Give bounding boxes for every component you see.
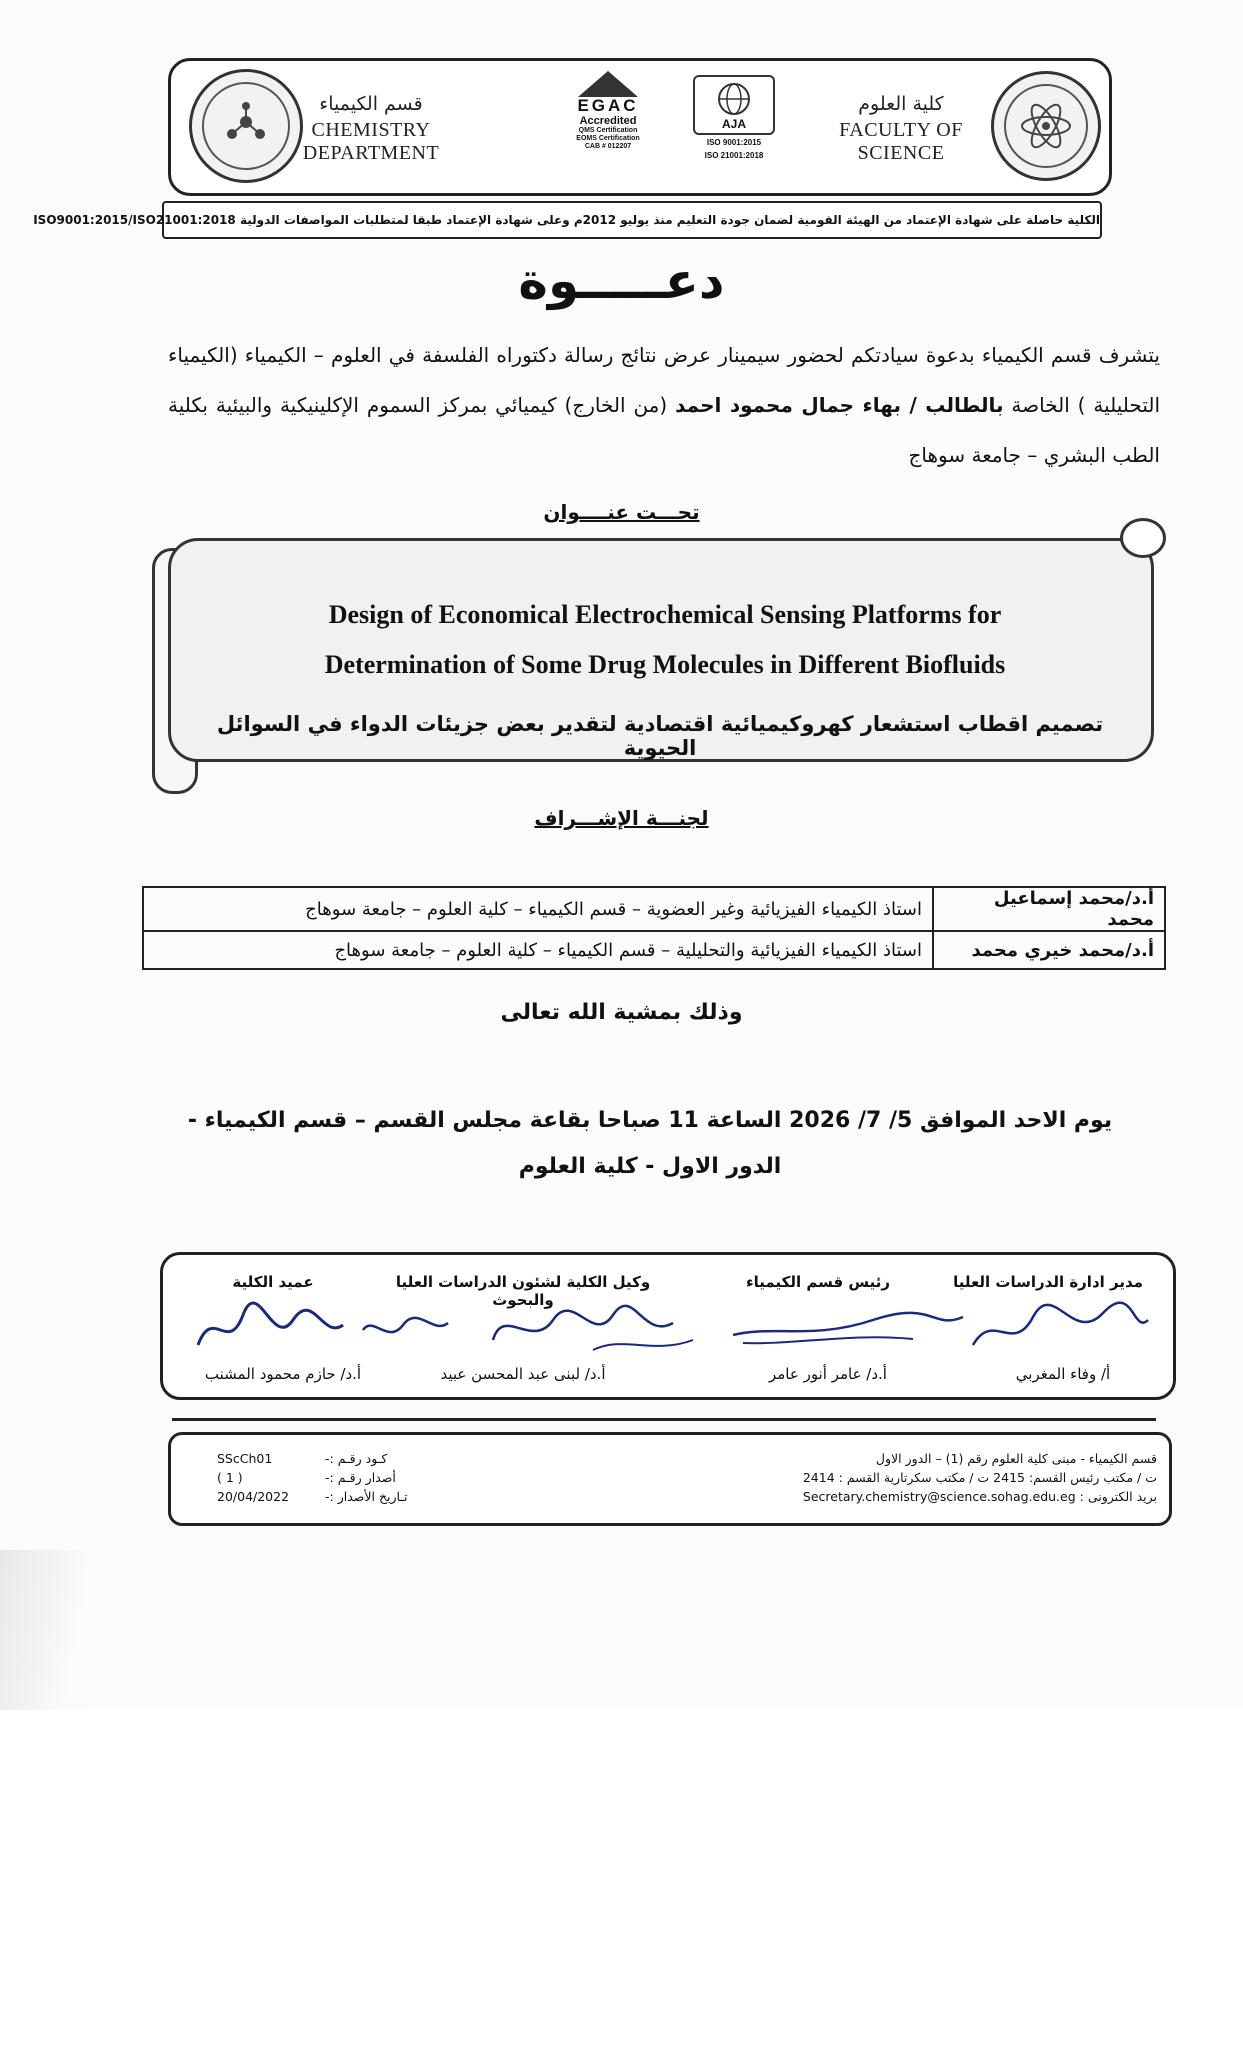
code-label: كـود رقـم :- (325, 1451, 388, 1466)
footer-address: قسم الكيمياء - مبنى كلية العلوم رقم (1) – الدور الاول (875, 1451, 1157, 1466)
student-name: بالطالب / بهاء جمال محمود احمد (675, 393, 1004, 417)
aja-name: AJA (721, 117, 746, 131)
accreditation-statement: الكلية حاصلة على شهادة الإعتماد من الهيئة القومية لضمان جودة التعليم منذ يوليو 2012م وعلى شهادة الإعتماد طبقا لمتطلبات المواصفات الدولية ISO9001:2015/ISO21001:2018 (162, 201, 1102, 239)
committee-heading: لجنـــة الإشـــراف (534, 806, 709, 830)
department-name (291, 93, 451, 165)
footer-phones: ت / مكتب رئيس القسم: 2415 ت / مكتب سكرتارية القسم : 2414 (802, 1470, 1157, 1485)
handwritten-signatures (173, 1295, 1163, 1365)
molecule-icon (192, 72, 300, 180)
footer-email: بريد الكترونى : Secretary.chemistry@science.sohag.edu.eg (802, 1489, 1157, 1504)
supervisor-name: أ.د/محمد إسماعيل محمد (933, 887, 1165, 931)
signature-title: مدير ادارة الدراسات العليا (953, 1273, 1143, 1291)
signature-title: وكيل الكلية لشئون الدراسات العليا والبحوث (395, 1273, 651, 1309)
signatory-name: أ/ وفاء المغربي (1015, 1365, 1111, 1383)
scroll-top-curl (1120, 518, 1166, 558)
supervisor-name: أ.د/محمد خيري محمد (933, 931, 1165, 969)
date-label: تـاريخ الأصدار :- (325, 1489, 408, 1504)
letterhead (168, 58, 1112, 196)
department-contact (803, 1449, 1157, 1506)
department-name-ar: قسم الكيمياء (319, 93, 423, 115)
aja-iso1: ISO 9001:2015 (706, 138, 762, 147)
aja-iso2: ISO 21001:2018 (704, 151, 764, 160)
supervisor-title: استاذ الكيمياء الفيزيائية والتحليلية – قسم الكيمياء – كلية العلوم – جامعة سوهاج (143, 931, 933, 969)
table-row (143, 887, 1165, 931)
issue-label: أصدار رقـم :- (325, 1470, 396, 1485)
egac-name: EGAC (577, 96, 639, 115)
faculty-name-en: FACULTY OF SCIENCE (839, 119, 963, 164)
egac-accreditation-logo (553, 71, 663, 183)
signature-title: عميد الكلية (232, 1273, 314, 1291)
supervisor-title: استاذ الكيمياء الفيزيائية وغير العضوية – قسم الكيمياء – كلية العلوم – جامعة سوهاج (143, 887, 933, 931)
egac-line2: EOMS Certification (576, 135, 640, 142)
faculty-of-science-logo (991, 71, 1101, 181)
thesis-title-en-line2: Determination of Some Drug Molecules in Different Biofluids (324, 650, 1006, 679)
atom-icon (994, 74, 1098, 178)
signatory-name: أ.د/ حازم محمود المشنب (204, 1365, 362, 1383)
faculty-name (811, 93, 991, 165)
code-value: SScCh01 (217, 1451, 273, 1466)
issue-value: ( 1 ) (217, 1470, 243, 1485)
chemistry-department-logo (189, 69, 303, 183)
god-willing-line: وذلك بمشية الله تعالى (500, 1000, 743, 1025)
seminar-date-time: يوم الاحد الموافق 5/ 7/ 2026 الساعة 11 صباحا بقاعة مجلس القسم – قسم الكيمياء - الدور الاول - كلية العلوم (187, 1108, 1113, 1179)
pyramid-icon (578, 71, 638, 97)
egac-accredited: Accredited (579, 115, 637, 127)
egac-line1: QMS Certification (578, 127, 638, 134)
table-row (143, 931, 1165, 969)
invitation-text-2: (من الخارج) كيميائي بمركز السموم الإكلينيكية والبيئية بكلية الطب البشري – جامعة سوهاج (168, 393, 1160, 467)
invitation-paragraph (168, 330, 1160, 480)
signatures-box (160, 1252, 1176, 1400)
supervisors-table (142, 886, 1166, 970)
thesis-title-ar: تصميم اقطاب استشعار كهروكيميائية اقتصادية لتقدير بعض جزيئات الدواء في السوائل الحيوية (216, 712, 1104, 760)
subject-heading: تحـــت عنــــوان (543, 500, 700, 524)
document-footer (168, 1432, 1172, 1526)
page-edge-shadow (0, 1550, 90, 1710)
thesis-title-en-line1: Design of Economical Electrochemical Sensing Platforms for (328, 600, 1002, 629)
date-value: 20/04/2022 (217, 1489, 290, 1504)
divider (172, 1418, 1156, 1421)
signatory-name: أ.د/ عامر أنور عامر (769, 1365, 887, 1383)
department-name-en: CHEMISTRY DEPARTMENT (302, 119, 440, 164)
signatory-name: أ.د/ لبنى عبد المحسن عبيد (440, 1365, 606, 1383)
faculty-name-ar: كلية العلوم (858, 93, 944, 115)
invitation-text-1: يتشرف قسم الكيمياء بدعوة سيادتكم لحضور سيمينار عرض نتائج رسالة دكتوراه الفلسفة في العلوم – الكيمياء (الكيمياء التحليلية ) الخاصة (168, 343, 1161, 417)
aja-certification-logo (689, 75, 779, 161)
egac-line3: CAB # 012207 (584, 143, 632, 150)
signature-title: رئيس قسم الكيمياء (746, 1273, 890, 1291)
globe-icon (693, 75, 775, 135)
document-control-info (217, 1449, 408, 1506)
page-title: دعـــــوة (518, 252, 725, 310)
